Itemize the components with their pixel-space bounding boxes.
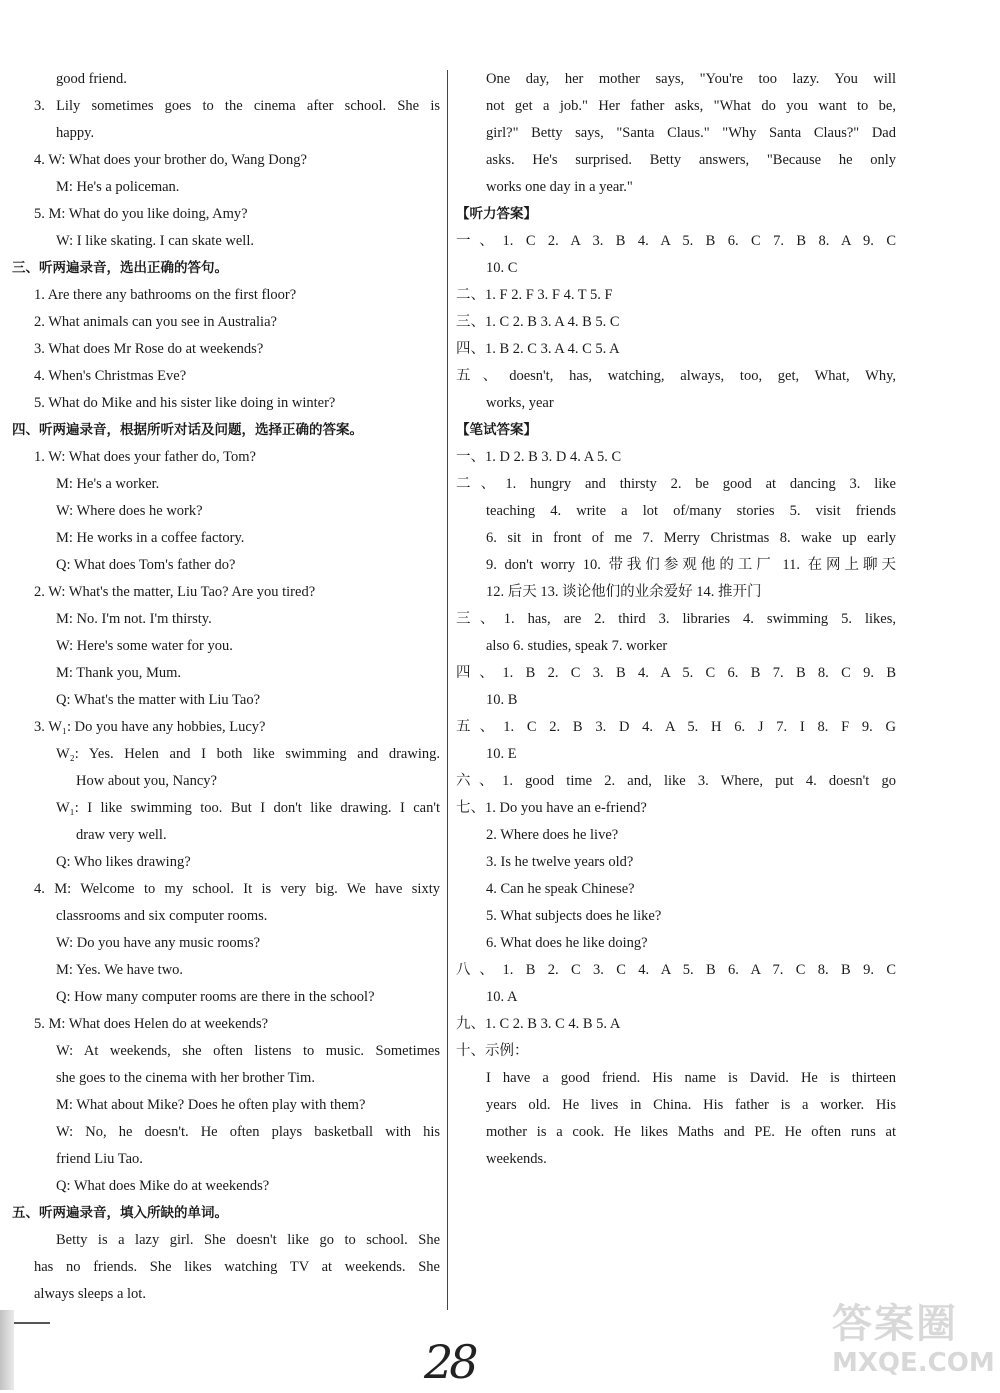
text-line: 二、1. hungry and thirsty 2. be good at dancing 3. like [456,476,896,492]
text-line: W: No, he doesn't. He often plays basketball with his [56,1124,440,1140]
text-line: classrooms and six computer rooms. [56,908,268,924]
text-line: I have a good friend. His name is David. He is thirteen [486,1070,896,1086]
text-line: 3. Lily sometimes goes to the cinema after school. She is [34,98,440,114]
text-line: draw very well. [76,827,167,843]
text-line: happy. [56,125,95,141]
text-line: years old. He lives in China. His father is a worker. His [486,1097,896,1113]
text-line: asks. He's surprised. Betty answers, "Because he only [486,152,896,168]
text-line: friend Liu Tao. [56,1151,143,1167]
text-line: W₂: Yes. Helen and I both like swimming and drawing. [56,746,440,762]
text-line: mother is a cook. He likes Maths and PE. He often runs at [486,1124,896,1140]
text-line: W: At weekends, she often listens to music. Sometimes [56,1043,440,1059]
margin-dash [14,1322,50,1324]
text-line: 八、1. B 2. C 3. C 4. A 5. B 6. A 7. C 8. B 9. C [456,962,896,978]
text-line: works one day in a year." [486,179,633,195]
text-line: 10. E [486,746,517,762]
text-line: 4. Can he speak Chinese? [486,881,635,897]
text-line: 9. don't worry 10. 带我们参观他的工厂 11. 在网上聊天 [486,557,896,573]
text-line: 五、1. C 2. B 3. D 4. A 5. H 6. J 7. I 8. F 9. G [456,719,896,735]
text-line: One day, her mother says, "You're too lazy. You will [486,71,896,87]
text-line: 12. 后天 13. 谈论他们的业余爱好 14. 推开门 [486,584,762,600]
text-line: 3. W₁: Do you have any hobbies, Lucy? [34,719,266,735]
watermark-text: 答案圈 [832,1301,958,1347]
text-line: W₁: I like swimming too. But I don't like drawing. I can't [56,800,440,816]
text-line: M: He works in a coffee factory. [56,530,245,546]
page-number: 28 [424,1335,475,1389]
text-line: not get a job." Her father asks, "What do you want to be, [486,98,896,114]
text-line: Q: What does Mike do at weekends? [56,1178,270,1194]
text-line: M: Yes. We have two. [56,962,184,978]
scan-edge [0,1310,14,1390]
text-line: 6. sit in front of me 7. Merry Christmas 8. wake up early [486,530,896,546]
text-line: M: What about Mike? Does he often play with them? [56,1097,366,1113]
text-line: 三、1. has, are 2. third 3. libraries 4. swimming 5. likes, [456,611,896,627]
text-line: How about you, Nancy? [76,773,217,789]
text-line: 6. What does he like doing? [486,935,648,951]
text-line: teaching 4. write a lot of/many stories 5. visit friends [486,503,896,519]
text-line: 2. W: What's the matter, Liu Tao? Are you tired? [34,584,316,600]
text-line: 四、1. B 2. C 3. A 4. C 5. A [456,341,620,357]
text-line: Q: How many computer rooms are there in the school? [56,989,375,1005]
text-line: always sleeps a lot. [34,1286,146,1302]
section-heading: 四、听两遍录音，根据所听对话及问题，选择正确的答案。 [12,422,363,438]
text-line: also 6. studies, speak 7. worker [486,638,668,654]
section-heading: 【笔试答案】 [456,422,537,438]
text-line: W: Where does he work? [56,503,203,519]
text-line: 4. When's Christmas Eve? [34,368,187,384]
text-line: 2. What animals can you see in Australia? [34,314,277,330]
text-line: 2. Where does he live? [486,827,619,843]
watermark-logo [832,1300,995,1388]
text-line: M: He's a worker. [56,476,160,492]
section-heading: 三、听两遍录音，选出正确的答句。 [12,260,228,276]
text-line: 5. What subjects does he like? [486,908,662,924]
text-line: W: Here's some water for you. [56,638,233,654]
text-line: 三、1. C 2. B 3. A 4. B 5. C [456,314,620,330]
text-line: M: Thank you, Mum. [56,665,181,681]
text-line: good friend. [56,71,127,87]
text-line: 七、1. Do you have an e-friend? [456,800,647,816]
left-column [12,66,440,1308]
text-line: weekends. [486,1151,547,1167]
text-line: 1. Are there any bathrooms on the first floor? [34,287,297,303]
text-line: 1. W: What does your father do, Tom? [34,449,256,465]
text-line: 九、1. C 2. B 3. C 4. B 5. A [456,1016,621,1032]
column-divider [447,70,448,1310]
watermark-url: MXQE.COM [832,1348,995,1378]
text-line: 四、1. B 2. C 3. B 4. A 5. C 6. B 7. B 8. C 9. B [456,665,896,681]
text-line: 5. What do Mike and his sister like doing in winter? [34,395,336,411]
text-line: 一、1. D 2. B 3. D 4. A 5. C [456,449,622,465]
text-line: Q: Who likes drawing? [56,854,191,870]
text-line: 10. B [486,692,518,708]
text-line: 4. M: Welcome to my school. It is very big. We have sixty [34,881,440,897]
text-line: 10. A [486,989,518,1005]
section-heading: 【听力答案】 [456,206,537,222]
text-line: 一、1. C 2. A 3. B 4. A 5. B 6. C 7. B 8. A 9. C [456,233,896,249]
text-line: 二、1. F 2. F 3. F 4. T 5. F [456,287,613,303]
text-line: 十、示例： [456,1043,529,1059]
text-line: works, year [486,395,554,411]
text-line: Q: What's the matter with Liu Tao? [56,692,261,708]
text-line: M: He's a policeman. [56,179,180,195]
text-line: 六、1. good time 2. and, like 3. Where, put 4. doesn't go [456,773,896,789]
text-line: M: No. I'm not. I'm thirsty. [56,611,212,627]
text-line: 4. W: What does your brother do, Wang Dong? [34,152,307,168]
text-line: Betty is a lazy girl. She doesn't like go to school. She [56,1232,440,1248]
text-line: W: I like skating. I can skate well. [56,233,254,249]
text-line: 5. M: What does Helen do at weekends? [34,1016,269,1032]
text-line: she goes to the cinema with her brother Tim. [56,1070,315,1086]
text-line: W: Do you have any music rooms? [56,935,261,951]
text-line: 10. C [486,260,518,276]
text-line: girl?" Betty says, "Santa Claus." "Why Santa Claus?" Dad [486,125,896,141]
text-line: has no friends. She likes watching TV at weekends. She [34,1259,440,1275]
text-line: Q: What does Tom's father do? [56,557,236,573]
text-line: 5. M: What do you like doing, Amy? [34,206,248,222]
right-column [456,66,896,1173]
text-line: 3. Is he twelve years old? [486,854,634,870]
section-heading: 五、听两遍录音，填入所缺的单词。 [12,1205,228,1221]
text-line: 3. What does Mr Rose do at weekends? [34,341,264,357]
text-line: 五、doesn't, has, watching, always, too, get, What, Why, [456,368,896,384]
